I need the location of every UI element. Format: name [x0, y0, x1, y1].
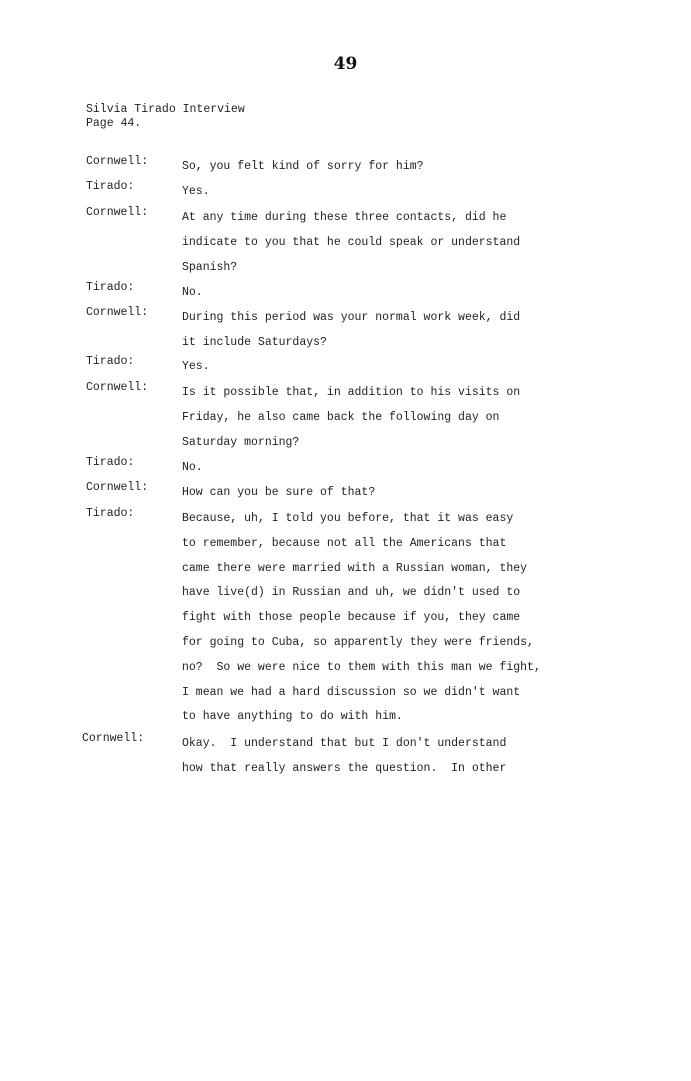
speech-text — [182, 456, 582, 481]
speech-line: Yes. — [182, 185, 210, 198]
speech-line: Yes. — [182, 360, 210, 373]
speaker-label: Tirado: — [86, 507, 135, 520]
speaker-label: Cornwell: — [86, 306, 149, 319]
speech-line: Spanish? — [182, 260, 238, 274]
speech-line: no? So we were nice to them with this man we fight, — [182, 660, 541, 674]
speech-line: have live(d) in Russian and uh, we didn't used to — [182, 586, 521, 600]
speaker-label: Tirado: — [86, 355, 135, 368]
speech-line: I mean we had a hard discussion so we didn't want — [182, 685, 521, 699]
speech-line: Is it possible that, in addition to his visits on — [182, 386, 521, 399]
speech-text — [182, 206, 582, 280]
speech-line: No. — [182, 461, 203, 474]
speech-line: During this period was your normal work week, did — [182, 311, 521, 324]
page-number: 49 — [333, 54, 358, 74]
speech-line: So, you felt kind of sorry for him? — [182, 160, 424, 173]
speech-text — [182, 306, 582, 356]
speech-line: How can you be sure of that? — [182, 486, 376, 499]
speaker-label: Tirado: — [86, 281, 135, 294]
speech-text — [182, 481, 582, 506]
speech-line: At any time during these three contacts, did he — [182, 211, 507, 224]
speech-text — [182, 381, 582, 455]
speaker-label: Tirado: — [86, 456, 135, 469]
speech-line: Friday, he also came back the following day on — [182, 410, 500, 424]
speech-text — [182, 732, 582, 782]
page-reference: Page 44. — [86, 117, 142, 130]
speech-line: No. — [182, 286, 203, 299]
speaker-label: Cornwell: — [86, 381, 149, 394]
speaker-label: Cornwell: — [86, 481, 149, 494]
speech-text — [182, 355, 582, 380]
speech-line: indicate to you that he could speak or understand — [182, 235, 521, 249]
speech-line: it include Saturdays? — [182, 335, 327, 349]
speaker-label: Tirado: — [86, 180, 135, 193]
speaker-label: Cornwell: — [86, 206, 149, 219]
speech-line: fight with those people because if you, they came — [182, 611, 521, 625]
speech-line: for going to Cuba, so apparently they were friends, — [182, 635, 534, 649]
speech-line: Saturday morning? — [182, 435, 300, 449]
speech-text — [182, 507, 582, 730]
speech-text — [182, 155, 582, 180]
speech-line: to remember, because not all the Americans that — [182, 536, 507, 550]
speech-line: to have anything to do with him. — [182, 710, 403, 724]
speaker-label: Cornwell: — [82, 732, 145, 745]
speech-line: how that really answers the question. In other — [182, 761, 507, 775]
speech-text — [182, 180, 582, 205]
interview-title: Silvia Tirado Interview — [86, 103, 245, 116]
speaker-label: Cornwell: — [86, 155, 149, 168]
speech-text — [182, 281, 582, 306]
speech-line: Okay. I understand that but I don't understand — [182, 737, 507, 750]
speech-line: came there were married with a Russian woman, they — [182, 561, 528, 575]
speech-line: Because, uh, I told you before, that it was easy — [182, 512, 514, 525]
